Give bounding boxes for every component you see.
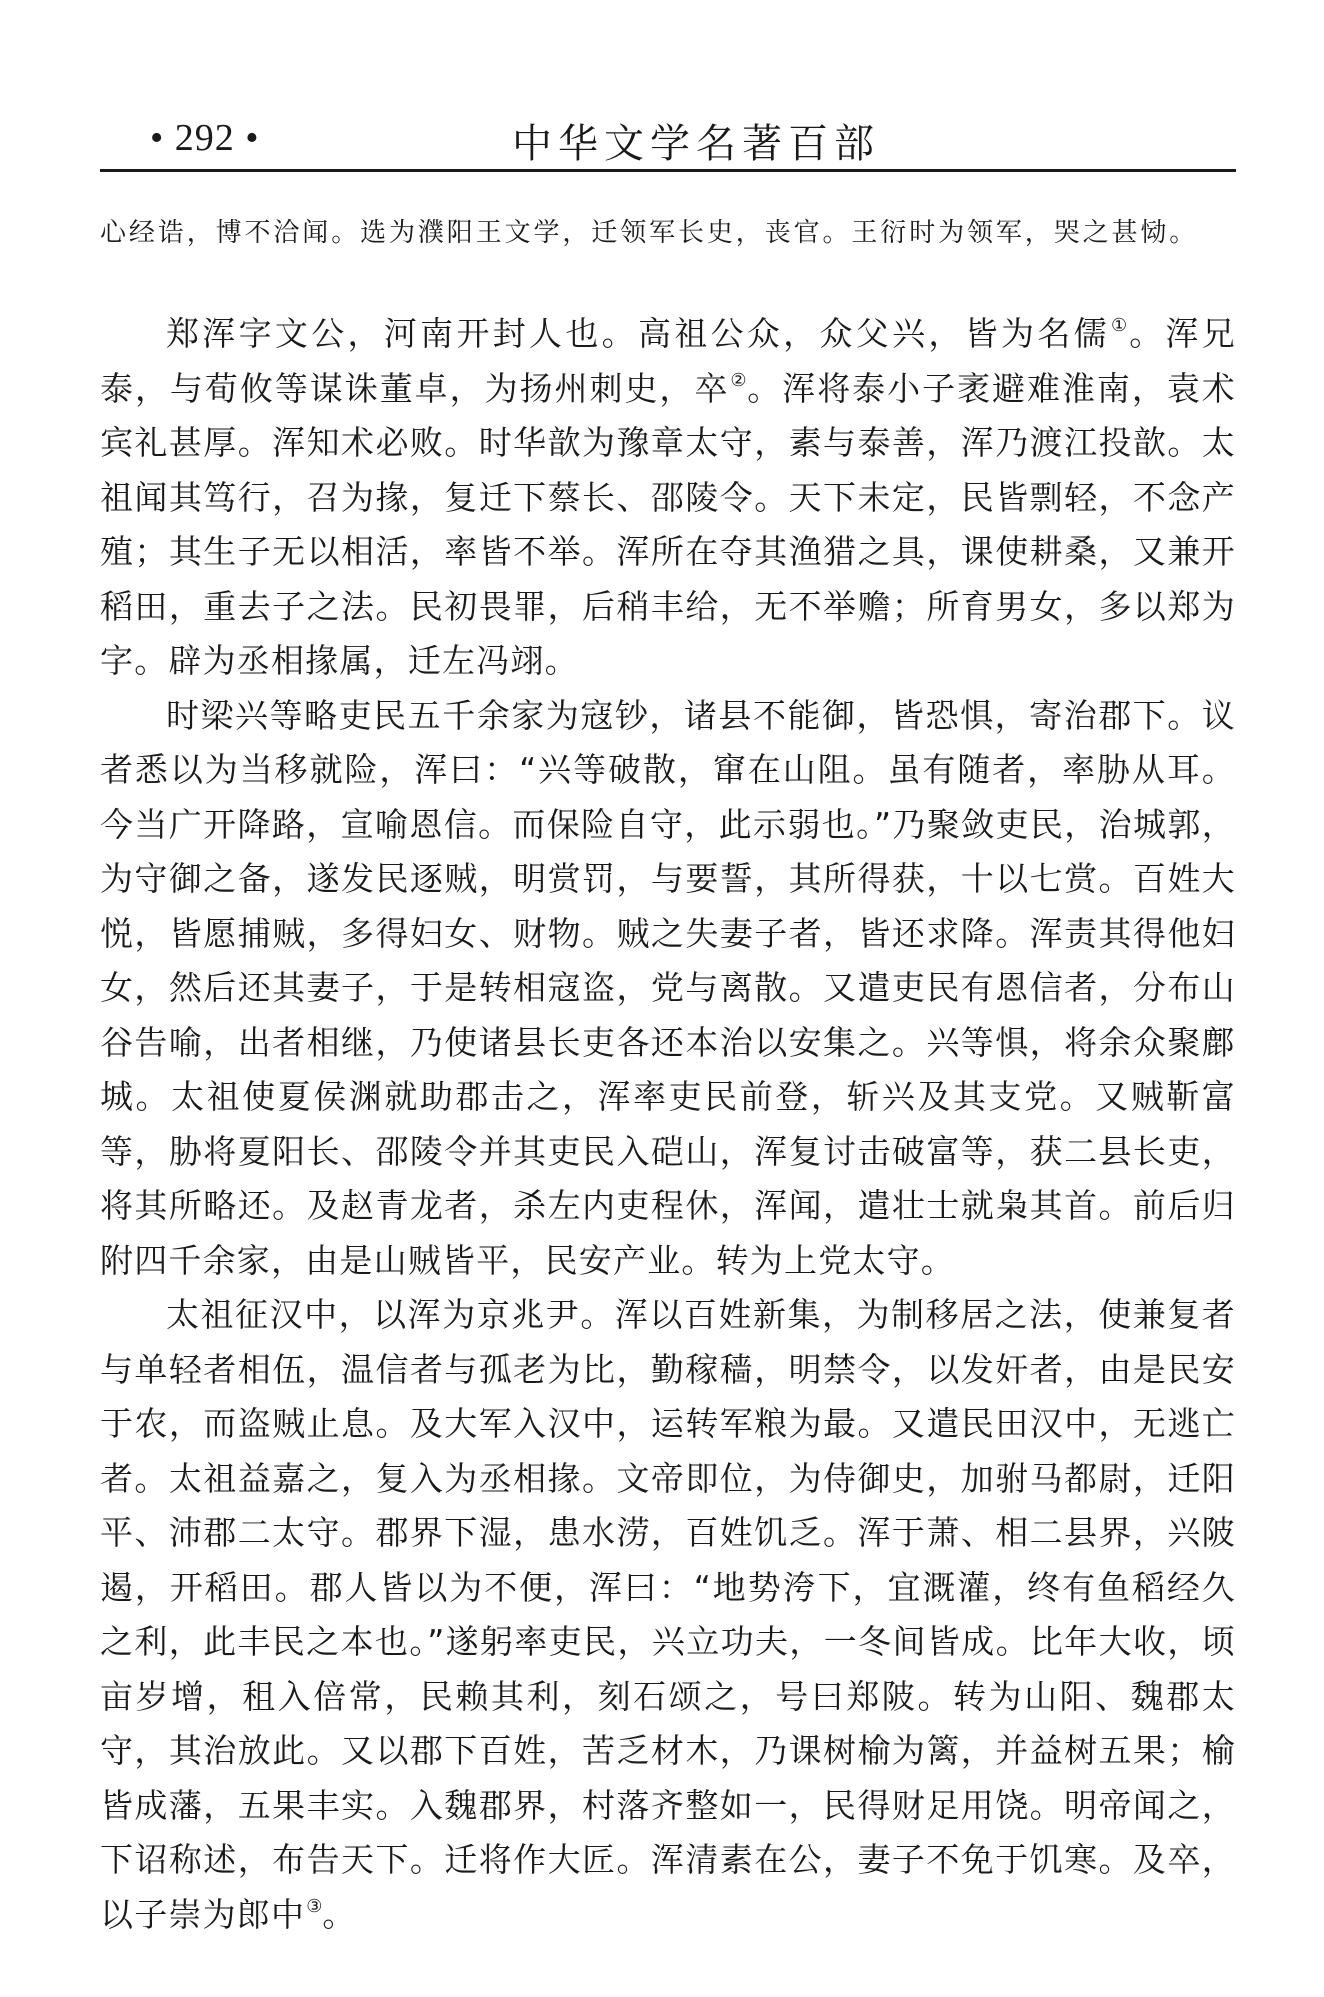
- footnote-marker-2: ②: [730, 369, 748, 391]
- paragraph-text: 郑浑字文公，河南开封人也。高祖公众，众父兴，皆为名儒: [166, 314, 1110, 353]
- paragraph-liang-xing: 时梁兴等略吏民五千余家为寇钞，诸县不能御，皆恐惧，寄治郡下。议者悉以为当移就险，浑曰：“兴等破散，窜在山阻。虽有随者，率胁从耳。今当广开降路，宣喻恩信。而保险自守，此示弱也。”乃聚敛吏民，治城郭，为守御之备，遂发民逐贼，明赏罚，与要誓，其所得获，十以七赏。百姓大悦，皆愿捕贼，多得妇女、财物。贼之失妻子者，皆还求降。浑责其得他妇女，然后还其妻子，于是转相寇盗，党与离散。又遣吏民有恩信者，分布山谷告喻，出者相继，乃使诸县长吏各还本治以安集之。兴等惧，将余众聚鄜城。太祖使夏侯渊就助郡击之，浑率吏民前登，斩兴及其支党。又贼靳富等，胁将夏阳长、邵陵令并其吏民入硙山，浑复讨击破富等，获二县长吏，将其所略还。及赵青龙者，杀左内吏程休，浑闻，遣壮士就枭其首。前后归附四千余家，由是山贼皆平，民安产业。转为上党太守。: [100, 695, 1236, 1280]
- paragraph-text: 。浑将泰小子袤避难淮南，袁术宾礼甚厚。浑知术必败。时华歆为豫章太守，素与泰善，浑乃渡江投歆。太祖闻其笃行，召为掾，复迁下蔡长、邵陵令。天下未定，民皆剽轻，不念产殖；其生子无以相活，率皆不举。浑所在夺其渔猎之具，课使耕桑，又兼开稻田，重去子之法。民初畏罪，后稍丰给，无不举赡；所育男女，多以郑为字。辟为丞相掾属，迁左冯翊。: [100, 368, 1236, 680]
- book-title: 中华文学名著百部: [512, 121, 880, 167]
- footnote-marker-1: ①: [1110, 315, 1130, 336]
- paragraph-text: 太祖征汉中，以浑为京兆尹。浑以百姓新集，为制移居之法，使兼复者与单轻者相伍，温信者与孤老为比，勤稼穑，明禁令，以发奸者，由是民安于农，而盗贼止息。及大军入汉中，运转军粮为最。又遣民田汉中，无逃亡者。太祖益嘉之，复入为丞相掾。文帝即位，为侍御史，加驸马都尉，迁阳平、沛郡二太守。郡界下湿，患水涝，百姓饥乏。浑于萧、相二县界，兴陂遏，开稻田。郡人皆以为不便，浑曰：“地势洿下，宜溉灌，终有鱼稻经久之利，此丰民之本也。”遂躬率吏民，兴立功夫，一冬间皆成。比年大收，顷亩岁增，租入倍常，民赖其利，刻石颂之，号曰郑陂。转为山阳、魏郡太守，其治放此。又以郡下百姓，苦乏材木，乃课树榆为篱，并益树五果；榆皆成藩，五果丰实。入魏郡界，村落齐整如一，民得财足用饶。明帝闻之，下诏称述，布告天下。迁将作大匠。浑清素在公，妻子不免于饥寒。及卒，以子崇为郎中: [100, 1295, 1236, 1934]
- running-header: [100, 110, 1236, 170]
- carry-over-line: 心经诰，博不洽闻。选为濮阳王文学，迁领军长史，丧官。王衍时为领军，哭之甚恸。: [100, 218, 1199, 248]
- page-number: • 292 •: [150, 117, 260, 159]
- paragraph-text: 。浑兄泰，与荀攸等谋诛董卓，为扬州刺史，卒: [100, 314, 1236, 408]
- footnote-marker-3: ③: [306, 1895, 323, 1917]
- header-rule: [100, 169, 1236, 172]
- paragraph-text: 。: [322, 1894, 357, 1934]
- body-text: [100, 307, 1236, 1942]
- paragraph-hanzhong: [100, 1288, 1236, 1942]
- paragraph-zheng-hun-intro: [100, 307, 1236, 689]
